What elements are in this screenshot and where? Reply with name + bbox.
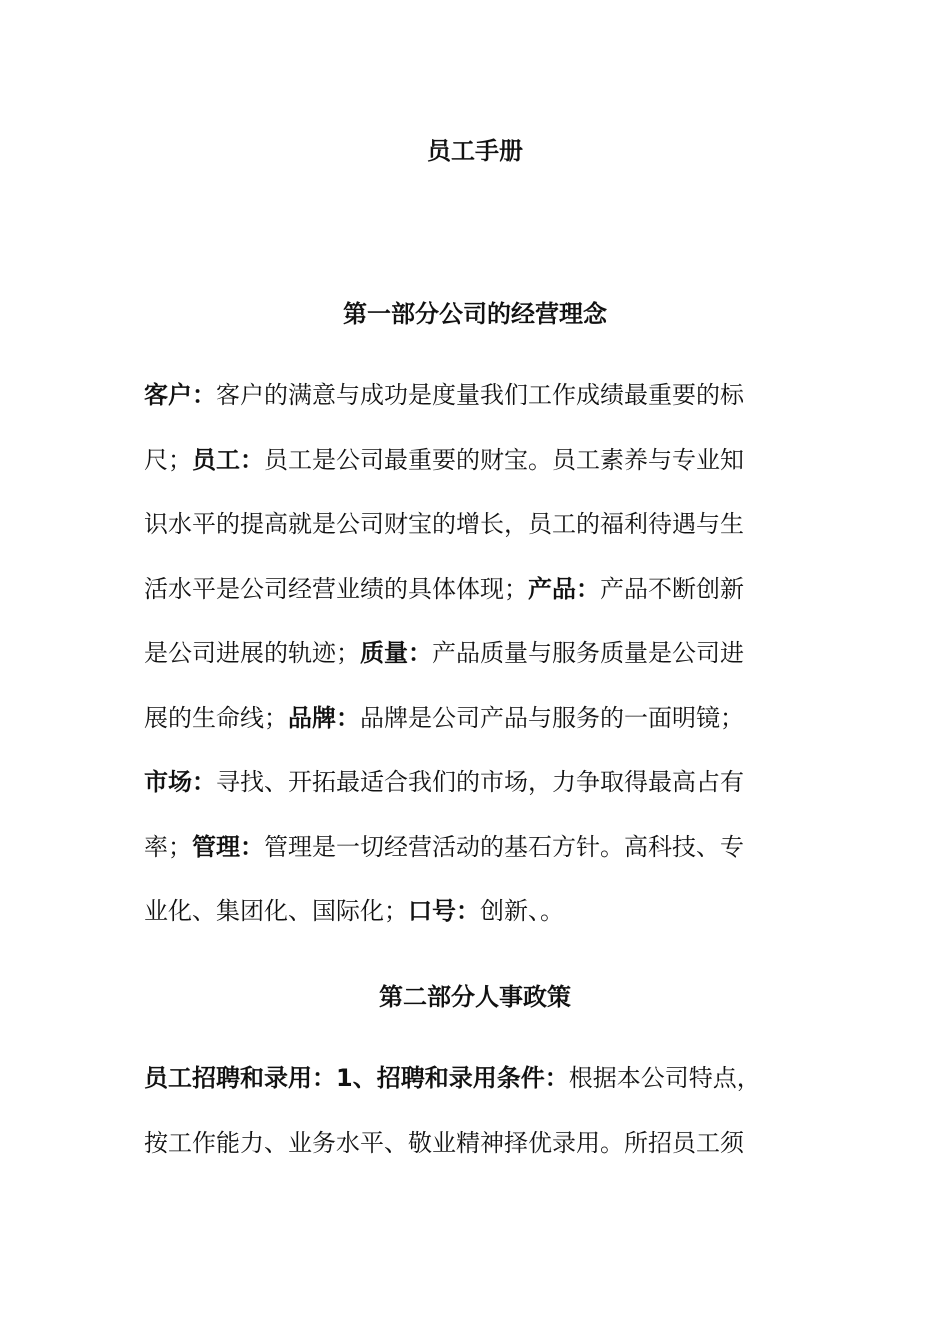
bold-term: 产品： [528, 574, 600, 603]
bold-term: 品牌： [288, 703, 360, 732]
body-text: 创新、。 [480, 897, 564, 925]
text-line [144, 1046, 784, 1111]
body-text: 业化、集团化、国际化； [144, 897, 408, 925]
text-line [144, 879, 784, 944]
text-line [144, 686, 784, 751]
bold-term: 质量： [360, 639, 432, 667]
bold-term: 口号： [408, 897, 480, 925]
bold-term: 客户： [144, 381, 216, 409]
text-line [144, 428, 784, 493]
bold-term: 市场： [144, 768, 216, 796]
body-text: 客户的满意与成功是度量我们工作成绩最重要的标 [216, 381, 744, 409]
body-text: 产品不断创新 [600, 574, 744, 603]
section-heading-part-2: 第二部分人事政策 [379, 983, 571, 1011]
text-line [144, 557, 784, 622]
body-text: 按工作能力、业务水平、敬业精神择优录用。所招员工须 [144, 1128, 744, 1157]
text-line [144, 363, 784, 428]
text-line [144, 815, 784, 880]
text-line [144, 1111, 784, 1176]
text-line [144, 492, 784, 557]
text-line [144, 621, 784, 686]
body-text: 管理是一切经营活动的基石方针。高科技、专 [264, 832, 744, 861]
body-text: 根据本公司特点， [568, 1064, 761, 1092]
body-text: 是公司进展的轨迹； [144, 639, 360, 667]
bold-term: 员工： [192, 445, 264, 474]
section-heading-part-1: 第一部分公司的经营理念 [343, 300, 607, 328]
body-text: 员工是公司最重要的财宝。员工素养与专业知 [264, 445, 744, 474]
body-text: 品牌是公司产品与服务的一面明镜； [360, 703, 744, 732]
body-text: 识水平的提高就是公司财宝的增长，员工的福利待遇与生 [144, 510, 744, 538]
body-text: 尺； [144, 445, 192, 474]
body-text: 率； [144, 832, 192, 861]
section-body-part-1 [144, 363, 784, 944]
body-text: 展的生命线； [144, 703, 288, 732]
text-line [144, 750, 784, 815]
document-title: 员工手册 [427, 137, 523, 165]
body-text: 产品质量与服务质量是公司进 [432, 639, 744, 667]
body-text: 活水平是公司经营业绩的具体体现； [144, 574, 528, 603]
bold-term: 管理： [192, 832, 264, 861]
bold-term: 员工招聘和录用：1、招聘和录用条件： [144, 1064, 569, 1092]
body-text: 寻找、开拓最适合我们的市场，力争取得最高占有 [216, 768, 744, 796]
section-body-part-2 [144, 1046, 784, 1175]
